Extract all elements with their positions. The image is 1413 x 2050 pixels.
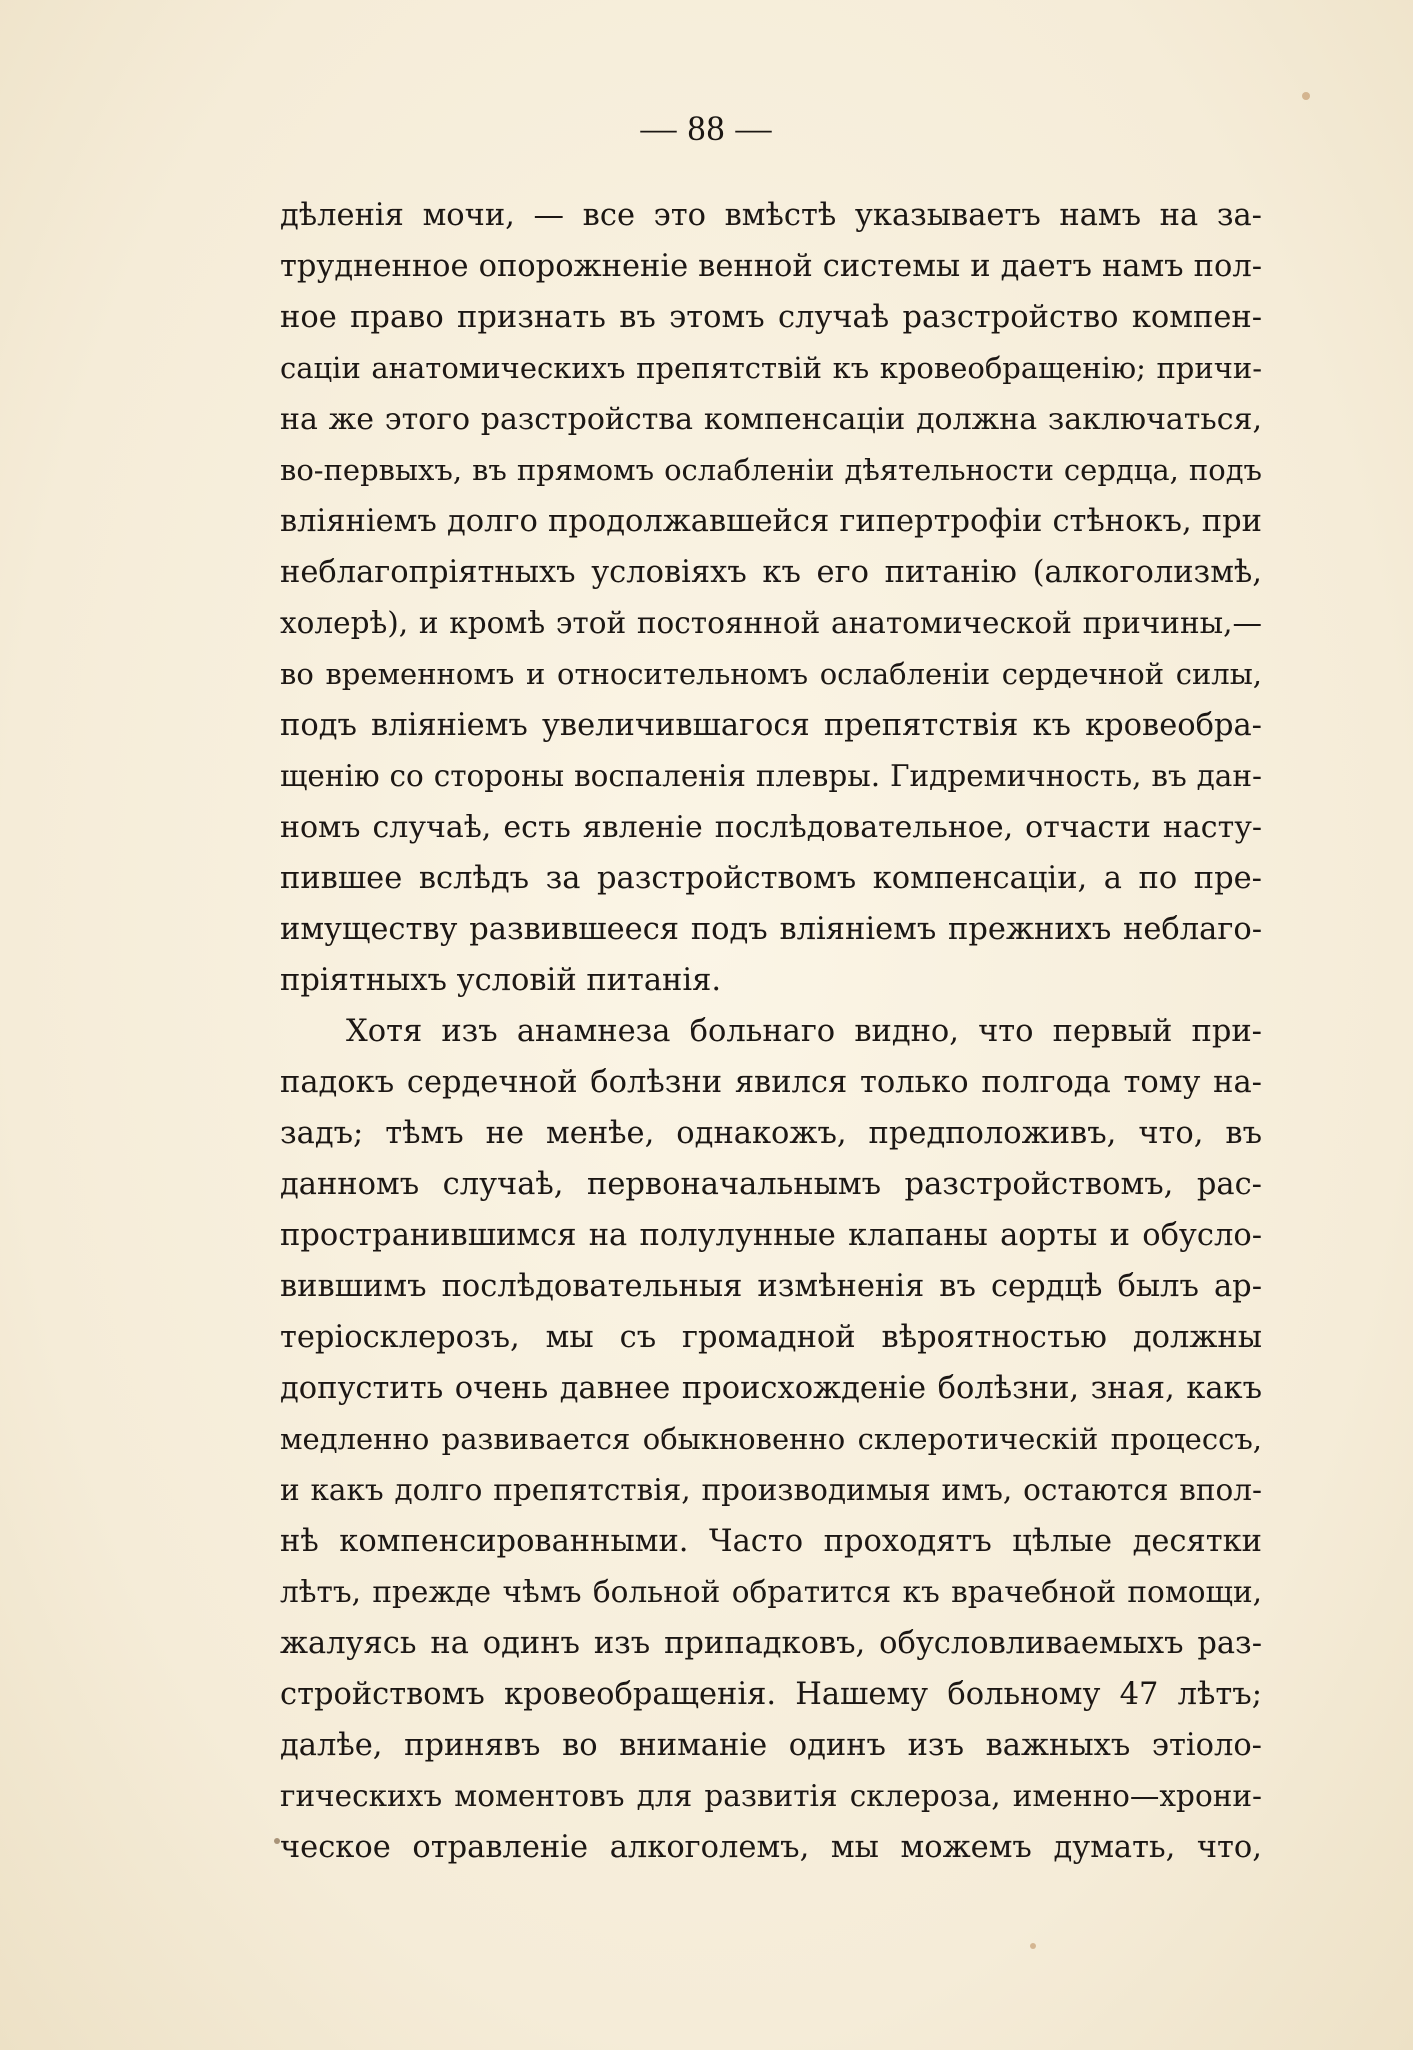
text-line: нѣ компенсированными. Часто проходятъ цѣлые десятки [280,1524,1262,1559]
text-line: далѣе, принявъ во вниманіе одинъ изъ важныхъ этіоло- [280,1728,1262,1763]
text-line: щенію со стороны воспаленія плевры. Гидремичность, въ дан- [280,759,1262,793]
text-line: гическихъ моментовъ для развитія склероза, именно—хрони- [280,1779,1262,1813]
text-line: и какъ долго препятствія, производимыя имъ, остаются впол- [280,1473,1262,1507]
text-line: лѣтъ, прежде чѣмъ больной обратится къ врачебной помощи, [280,1575,1262,1609]
text-line: вліяніемъ долго продолжавшейся гипертрофіи стѣнокъ, при [280,504,1262,539]
text-line: Хотя изъ анамнеза больнаго видно, что первый при- [346,1014,1262,1049]
text-line: имуществу развившееся подъ вліяніемъ прежнихъ неблаго- [280,912,1262,947]
text-line: медленно развивается обыкновенно склеротическій процессъ, [280,1422,1262,1456]
text-line: во временномъ и относительномъ ослабленіи сердечной силы, [280,657,1262,691]
scan-speck [274,1838,280,1844]
text-line: пившее вслѣдъ за разстройствомъ компенсаціи, а по пре- [280,861,1262,896]
text-line: неблагопріятныхъ условіяхъ къ его питанію (алкоголизмѣ, [280,555,1262,590]
text-line: трудненное опорожненіе венной системы и даетъ намъ пол- [280,249,1262,284]
text-line: вившимъ послѣдовательныя измѣненія въ сердцѣ былъ ар- [280,1269,1262,1304]
body-text [280,190,1262,1873]
text-line: холерѣ), и кромѣ этой постоянной анатомической причины,— [280,606,1262,640]
page-number: — 88 — [640,108,773,148]
text-line: допустить очень давнее происхожденіе болѣзни, зная, какъ [280,1371,1262,1406]
text-line: ческое отравленіе алкоголемъ, мы можемъ думать, что, [280,1830,1262,1865]
text-line: саціи анатомическихъ препятствій къ кровеобращенію; причи- [280,351,1262,385]
text-line: во-первыхъ, въ прямомъ ослабленіи дѣятельности сердца, подъ [280,453,1262,487]
text-line: данномъ случаѣ, первоначальнымъ разстройствомъ, рас- [280,1167,1262,1202]
text-line: задъ; тѣмъ не менѣе, однакожъ, предположивъ, что, въ [280,1116,1262,1151]
scan-speck [1302,92,1310,100]
text-line: падокъ сердечной болѣзни явился только полгода тому на- [280,1065,1262,1100]
text-line: пространившимся на полулунные клапаны аорты и обусло- [280,1218,1262,1253]
text-line: подъ вліяніемъ увеличившагося препятствія къ кровеобра- [280,708,1262,743]
text-line: дѣленія мочи, — все это вмѣстѣ указываетъ намъ на за- [280,198,1262,233]
text-line: ное право признать въ этомъ случаѣ разстройство компен- [280,300,1262,335]
text-line: стройствомъ кровеобращенія. Нашему больному 47 лѣтъ; [280,1677,1262,1712]
scan-speck [1030,1943,1036,1949]
text-line: жалуясь на одинъ изъ припадковъ, обусловливаемыхъ раз- [280,1626,1262,1661]
text-line: пріятныхъ условій питанія. [280,963,722,998]
text-line: теріосклерозъ, мы съ громадной вѣроятностью должны [280,1320,1262,1355]
text-line: номъ случаѣ, есть явленіе послѣдовательное, отчасти насту- [280,810,1262,845]
text-line: на же этого разстройства компенсаціи должна заключаться, [280,402,1262,437]
